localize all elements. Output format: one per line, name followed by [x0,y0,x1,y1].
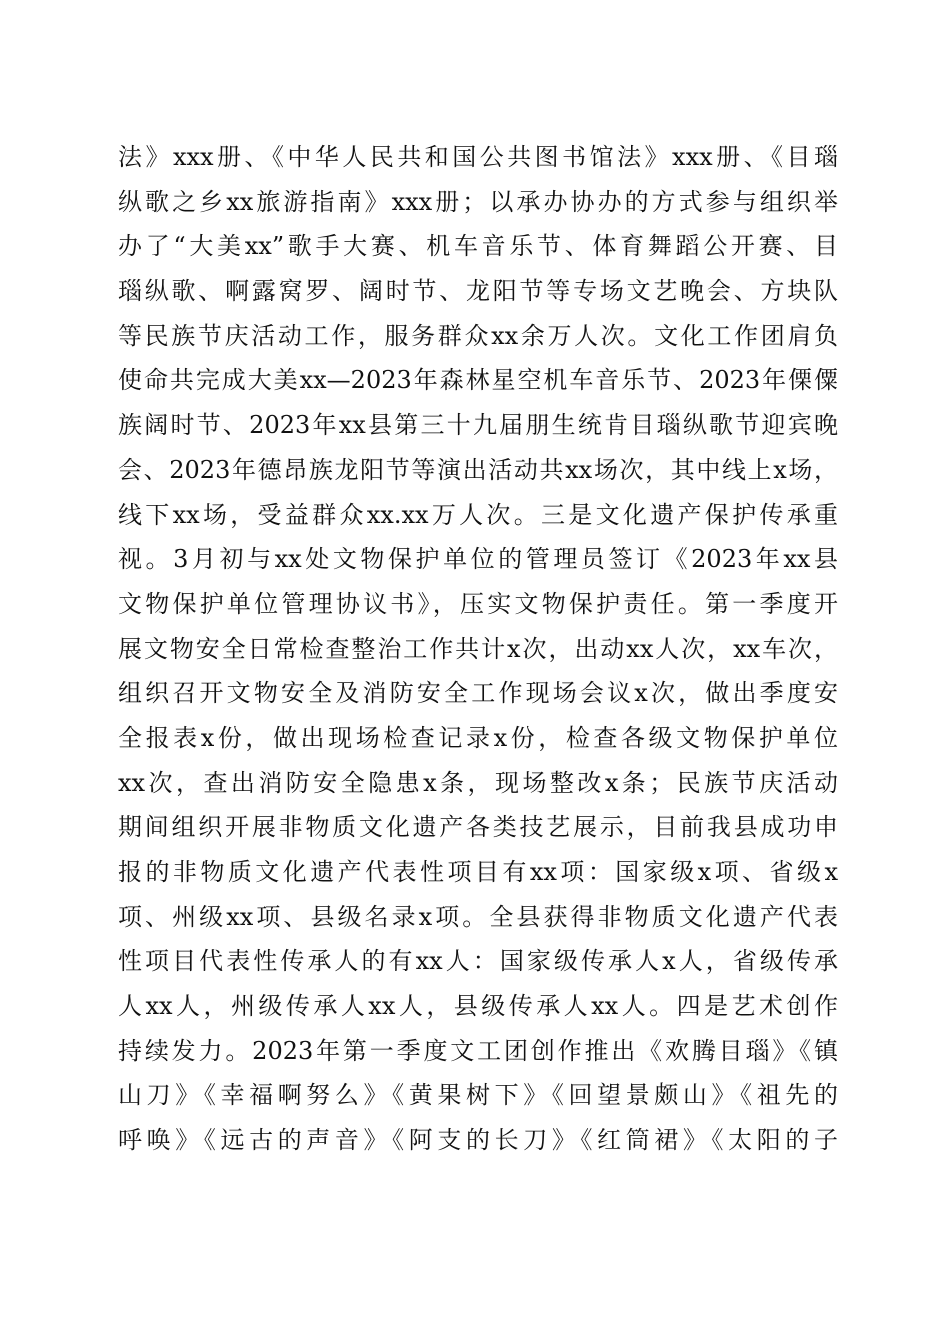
text-line: 持续发力。2023年第一季度文工团创作推出《欢腾目瑙》《镇 [118,1036,838,1065]
text-line: 山刀》《幸福啊努么》《黄果树下》《回望景颇山》《祖先的 [118,1081,838,1110]
text-line: 瑙纵歌、啊露窝罗、阔时节、龙阳节等专场文艺晚会、方块队 [118,277,838,306]
text-line: 会、2023年德昂族龙阳节等演出活动共xx场次，其中线上x场， [118,455,838,484]
text-line: 办了“大美xx”歌手大赛、机车音乐节、体育舞蹈公开赛、目 [118,232,838,261]
text-line: 呼唤》《远古的声音》《阿支的长刀》《红筒裙》《太阳的子 [118,1126,838,1155]
text-line: 展文物安全日常检查整治工作共计x次，出动xx人次，xx车次， [118,634,838,663]
text-line: 期间组织开展非物质文化遗产各类技艺展示，目前我县成功申 [118,813,838,842]
text-line: 组织召开文物安全及消防安全工作现场会议x次，做出季度安 [118,679,838,708]
text-line: 等民族节庆活动工作，服务群众xx余万人次。文化工作团肩负 [118,321,838,350]
body-paragraph [118,135,838,1163]
text-line: 纵歌之乡xx旅游指南》xxx册；以承办协办的方式参与组织举 [118,187,838,216]
text-line: 族阔时节、2023年xx县第三十九届朋生统肯目瑙纵歌节迎宾晚 [118,411,838,440]
text-line: 全报表x份，做出现场检查记录x份，检查各级文物保护单位 [118,723,838,752]
text-line: xx次，查出消防安全隐患x条，现场整改x条；民族节庆活动 [118,768,838,797]
text-line: 报的非物质文化遗产代表性项目有xx项：国家级x项、省级x [118,858,838,886]
text-line: 线下xx场，受益群众xx.xx万人次。三是文化遗产保护传承重 [118,500,838,529]
text-line: 文物保护单位管理协议书》，压实文物保护责任。第一季度开 [118,589,838,618]
text-line: 性项目代表性传承人的有xx人：国家级传承人x人，省级传承 [118,947,838,976]
text-line: 法》xxx册、《中华人民共和国公共图书馆法》xxx册、《目瑙 [118,143,838,171]
text-line: 使命共完成大美xx—2023年森林星空机车音乐节、2023年傈僳 [118,366,838,395]
text-line: 人xx人，州级传承人xx人，县级传承人xx人。四是艺术创作 [118,992,838,1021]
text-line: 视。3月初与xx处文物保护单位的管理员签订《2023年xx县 [118,545,838,574]
text-line: 项、州级xx项、县级名录x项。全县获得非物质文化遗产代表 [118,902,838,931]
